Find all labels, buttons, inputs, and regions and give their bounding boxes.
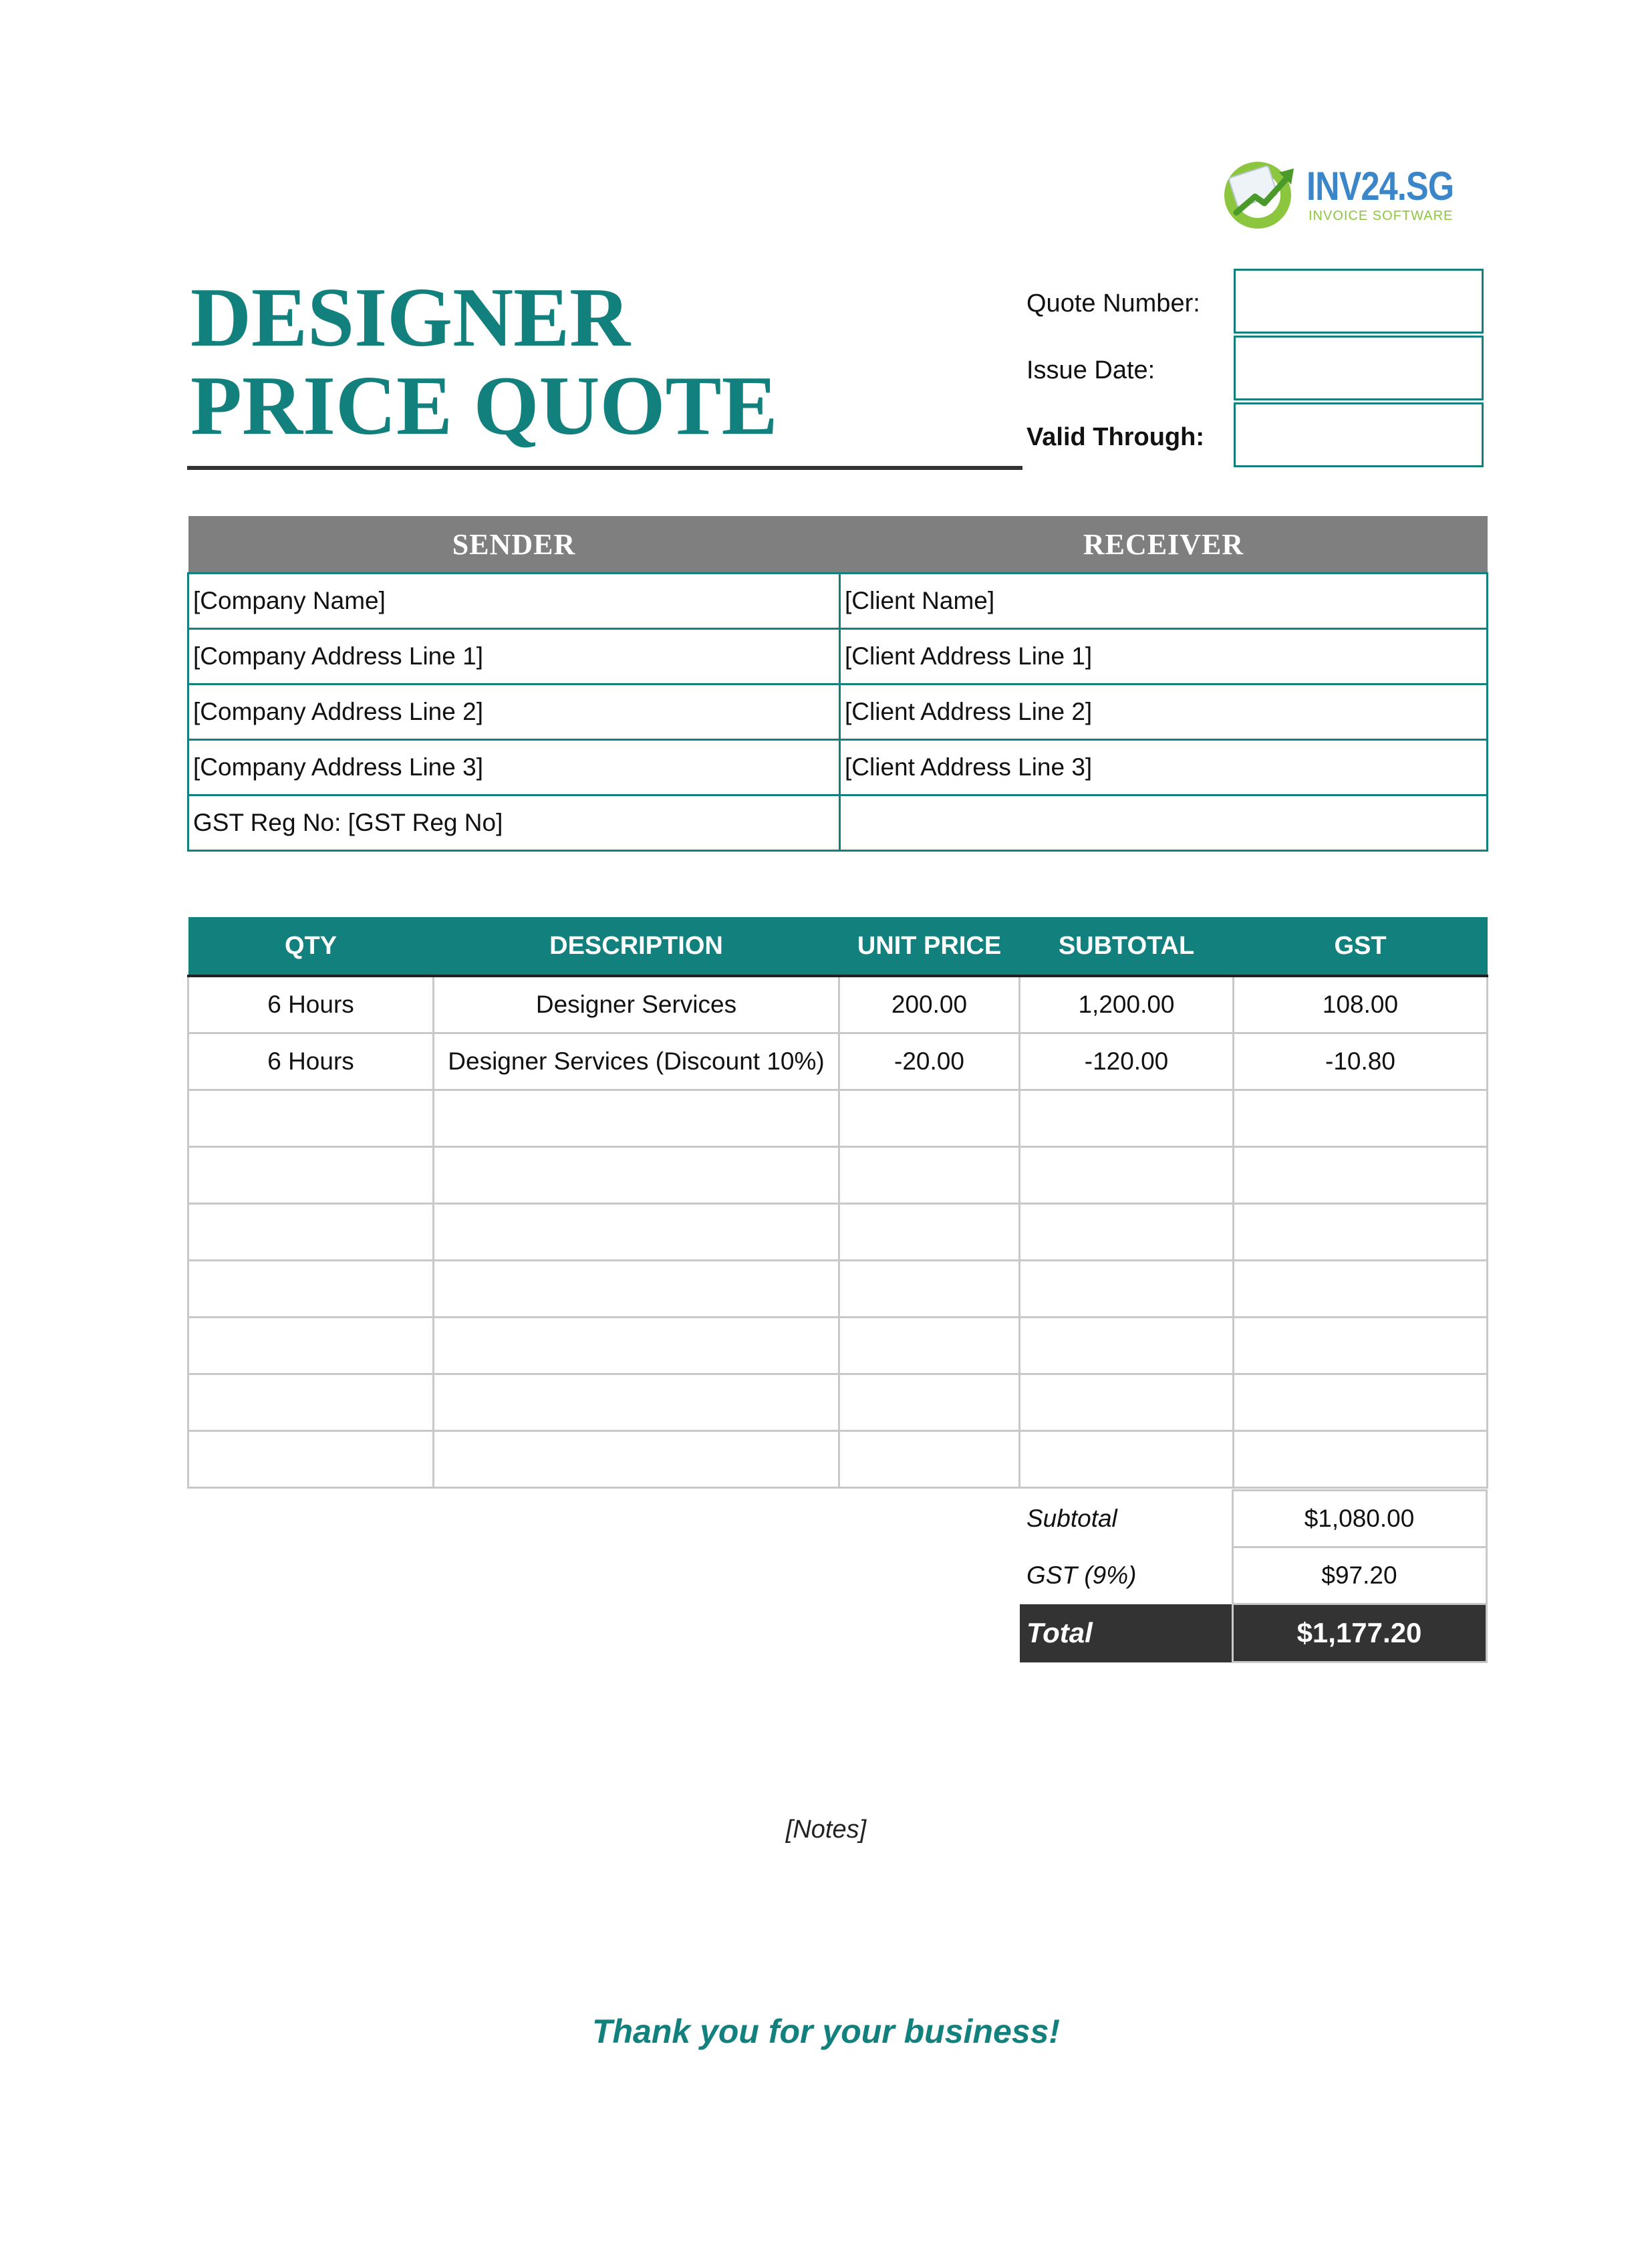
gst-cell[interactable]	[1234, 1431, 1488, 1488]
gst-cell[interactable]: 108.00	[1234, 976, 1488, 1033]
gst-total-value: $97.20	[1232, 1547, 1486, 1604]
notes-text[interactable]: [Notes]	[785, 1816, 867, 1844]
sender-gst-reg-no[interactable]: GST Reg No: [GST Reg No]	[188, 795, 840, 851]
description-cell[interactable]	[434, 1204, 839, 1261]
gst-cell[interactable]	[1234, 1204, 1488, 1261]
qty-cell[interactable]	[188, 1147, 434, 1204]
column-header-description: DESCRIPTION	[434, 917, 839, 976]
subtotal-cell[interactable]	[1020, 1431, 1234, 1488]
receiver-address-line-1[interactable]: [Client Address Line 1]	[840, 629, 1488, 684]
subtotal-cell[interactable]	[1020, 1374, 1234, 1431]
table-row	[188, 1318, 1488, 1374]
title-line-1: DESIGNER	[190, 271, 631, 364]
growth-arrow-circle-icon	[1222, 156, 1300, 233]
table-row	[188, 1033, 1488, 1090]
unit-price-cell[interactable]	[839, 1090, 1020, 1147]
line-items-table	[187, 917, 1488, 1489]
table-row	[188, 1204, 1488, 1261]
description-cell[interactable]: Designer Services (Discount 10%)	[434, 1033, 839, 1090]
subtotal-value: $1,080.00	[1232, 1491, 1486, 1547]
issue-date-label: Issue Date:	[1026, 356, 1155, 384]
quote-number-field[interactable]	[1234, 269, 1484, 334]
table-row	[188, 1147, 1488, 1204]
unit-price-cell[interactable]	[839, 1318, 1020, 1374]
party-row	[188, 795, 1488, 851]
unit-price-cell[interactable]	[839, 1147, 1020, 1204]
receiver-header: RECEIVER	[840, 516, 1488, 574]
gst-cell[interactable]	[1234, 1261, 1488, 1318]
table-row	[188, 1090, 1488, 1147]
parties-header-row	[188, 516, 1488, 574]
description-cell[interactable]	[434, 1318, 839, 1374]
logo-tagline: INVOICE SOFTWARE	[1309, 209, 1454, 223]
subtotal-cell[interactable]	[1020, 1261, 1234, 1318]
subtotal-cell[interactable]	[1020, 1318, 1234, 1374]
description-cell[interactable]: Designer Services	[434, 976, 839, 1033]
description-cell[interactable]	[434, 1431, 839, 1488]
table-row	[188, 1261, 1488, 1318]
description-cell[interactable]	[434, 1261, 839, 1318]
column-header-unit-price: UNIT PRICE	[839, 917, 1020, 976]
issue-date-field[interactable]	[1234, 336, 1484, 400]
gst-cell[interactable]	[1234, 1147, 1488, 1204]
logo-name: INV24.SG	[1306, 164, 1454, 209]
unit-price-cell[interactable]	[839, 1374, 1020, 1431]
party-row	[188, 684, 1488, 740]
total-value: $1,177.20	[1232, 1604, 1486, 1662]
party-row	[188, 574, 1488, 629]
brand-logo	[1222, 154, 1462, 237]
qty-cell[interactable]	[188, 1431, 434, 1488]
subtotal-cell[interactable]	[1020, 1090, 1234, 1147]
subtotal-label: Subtotal	[1026, 1505, 1117, 1532]
description-cell[interactable]	[434, 1374, 839, 1431]
gst-cell[interactable]	[1234, 1318, 1488, 1374]
qty-cell[interactable]	[188, 1261, 434, 1318]
gst-cell[interactable]: -10.80	[1234, 1033, 1488, 1090]
qty-cell[interactable]	[188, 1374, 434, 1431]
valid-through-label: Valid Through:	[1026, 423, 1204, 451]
sender-address-line-2[interactable]: [Company Address Line 2]	[188, 684, 840, 740]
receiver-client-name[interactable]: [Client Name]	[840, 574, 1488, 629]
gst-cell[interactable]	[1234, 1374, 1488, 1431]
subtotal-cell[interactable]: 1,200.00	[1020, 976, 1234, 1033]
sender-company-name[interactable]: [Company Name]	[188, 574, 840, 629]
subtotal-row	[1020, 1491, 1486, 1547]
column-header-gst: GST	[1234, 917, 1488, 976]
gst-row	[1020, 1547, 1486, 1604]
parties-table	[187, 516, 1488, 852]
column-header-subtotal: SUBTOTAL	[1020, 917, 1234, 976]
grand-total-row	[1020, 1604, 1486, 1662]
gst-total-label: GST (9%)	[1026, 1561, 1137, 1589]
qty-cell[interactable]: 6 Hours	[188, 976, 434, 1033]
quote-number-label: Quote Number:	[1026, 289, 1200, 318]
items-header-row	[188, 917, 1488, 976]
table-row	[188, 976, 1488, 1033]
qty-cell[interactable]: 6 Hours	[188, 1033, 434, 1090]
description-cell[interactable]	[434, 1147, 839, 1204]
qty-cell[interactable]	[188, 1090, 434, 1147]
document-title	[190, 271, 778, 453]
subtotal-cell[interactable]	[1020, 1147, 1234, 1204]
column-header-qty: QTY	[188, 917, 434, 976]
sender-address-line-3[interactable]: [Company Address Line 3]	[188, 740, 840, 795]
unit-price-cell[interactable]: 200.00	[839, 976, 1020, 1033]
sender-header: SENDER	[188, 516, 840, 574]
description-cell[interactable]	[434, 1090, 839, 1147]
table-row	[188, 1431, 1488, 1488]
title-divider	[187, 466, 1022, 470]
valid-through-field[interactable]	[1234, 402, 1484, 467]
qty-cell[interactable]	[188, 1318, 434, 1374]
title-line-2: PRICE QUOTE	[190, 360, 778, 453]
subtotal-cell[interactable]: -120.00	[1020, 1033, 1234, 1090]
gst-cell[interactable]	[1234, 1090, 1488, 1147]
subtotal-cell[interactable]	[1020, 1204, 1234, 1261]
sender-address-line-1[interactable]: [Company Address Line 1]	[188, 629, 840, 684]
table-row	[188, 1374, 1488, 1431]
unit-price-cell[interactable]: -20.00	[839, 1033, 1020, 1090]
qty-cell[interactable]	[188, 1204, 434, 1261]
unit-price-cell[interactable]	[839, 1204, 1020, 1261]
receiver-address-line-3[interactable]: [Client Address Line 3]	[840, 740, 1488, 795]
receiver-address-line-2[interactable]: [Client Address Line 2]	[840, 684, 1488, 740]
party-row	[188, 740, 1488, 795]
thank-you-message: Thank you for your business!	[591, 2013, 1061, 2050]
unit-price-cell[interactable]	[839, 1261, 1020, 1318]
receiver-extra-cell[interactable]	[840, 795, 1488, 851]
unit-price-cell[interactable]	[839, 1431, 1020, 1488]
totals-table	[1020, 1489, 1488, 1663]
total-label: Total	[1020, 1604, 1232, 1662]
party-row	[188, 629, 1488, 684]
